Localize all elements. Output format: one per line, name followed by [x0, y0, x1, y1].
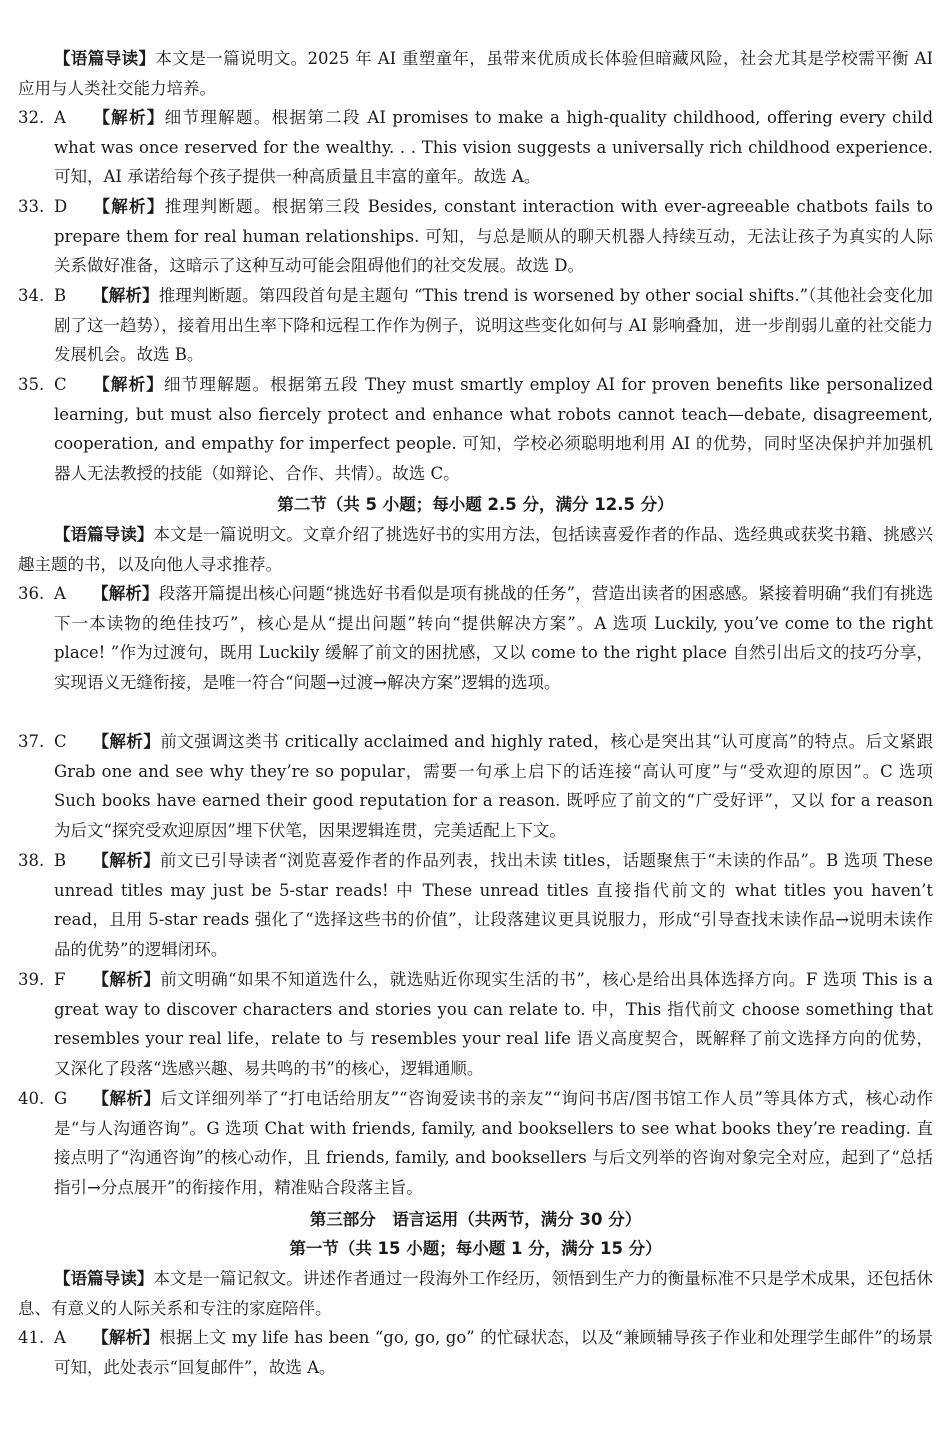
- analysis-tag: 【解析】: [92, 584, 159, 603]
- question-number: 33.: [18, 197, 45, 216]
- analysis-tag: 【解析】: [92, 375, 164, 394]
- analysis-tag: 【解析】: [92, 1328, 160, 1347]
- analysis-text: 段落开篇提出核心问题“挑选好书看似是项有挑战的任务”，营造出读者的困惑感。紧接着明确“我们有挑选下一本读物的绝佳技巧”，核心是从“提出问题”转向“提供解决方案”。A 选项 Luckily, you’ve come to the right place! ”作为过渡句，既用 Luckily 缓解了前文的困扰感，又以 come to the right place 自然引出后文的技巧分享，实现语义无缝衔接，是唯一符合“问题→过渡→解决方案”逻辑的选项。: [54, 584, 934, 692]
- answer-letter: A: [54, 108, 66, 127]
- answer-letter: C: [54, 375, 67, 394]
- analysis-text: 推理判断题。第四段首句是主题句 “This trend is worsened by other social shifts.”（其他社会变化加剧了这一趋势），接着用出生率下降和远程工作作为例子，说明这些变化如何与 AI 影响叠加，进一步削弱儿童的社交能力发展机会。故选 B。: [54, 286, 933, 365]
- answer-letter: B: [54, 851, 67, 870]
- analysis-tag: 【解析】: [92, 1089, 161, 1108]
- reading-guide-text: 本文是一篇说明文。文章介绍了挑选好书的实用方法，包括读喜爱作者的作品、选经典或获奖书籍、挑感兴趣主题的书，以及向他人寻求推荐。: [18, 525, 934, 574]
- section-2-heading: 第二节（共 5 小题；每小题 2.5 分，满分 12.5 分）: [277, 495, 674, 514]
- analysis-text: 前文已引导读者“浏览喜爱作者的作品列表，找出未读 titles，话题聚焦于“未读的作品”。B 选项 These unread titles may just be 5-star reads! 中 These unread titles 直接指代前文的 what titles you haven’t read，且用 5-star reads 强化了“选择这些书的价值”，让段落建议更具说服力，形成“引导查找未读作品→说明未读作品的优势”的逻辑闭环。: [54, 851, 934, 959]
- part-3-heading: 第三部分 语言运用（共两节，满分 30 分）: [309, 1210, 642, 1229]
- reading-guide-text: 本文是一篇说明文。2025 年 AI 重塑童年，虽带来优质成长体验但暗藏风险，社会尤其是学校需平衡 AI 应用与人类社交能力培养。: [18, 49, 933, 98]
- analysis-tag: 【解析】: [92, 970, 161, 989]
- question-37: [18, 727, 933, 845]
- question-number: 40.: [18, 1089, 45, 1108]
- analysis-tag: 【解析】: [92, 197, 165, 216]
- answer-letter: D: [54, 197, 68, 216]
- question-34: [18, 281, 933, 370]
- question-number: 38.: [18, 851, 45, 870]
- section-1-heading: 第一节（共 15 小题；每小题 1 分，满分 15 分）: [289, 1239, 662, 1258]
- question-number: 37.: [18, 732, 45, 751]
- answer-letter: G: [54, 1089, 68, 1108]
- question-41: [18, 1323, 933, 1382]
- reading-guide-label: 【语篇导读】: [54, 1269, 154, 1288]
- question-36: [18, 579, 933, 697]
- analysis-text: 细节理解题。根据第五段 They must smartly employ AI for proven benefits like personalized learning, but must also fiercely protect and enhance what robots cannot teach—debate, disagreement, cooperation, and empathy for imperfect people. 可知，学校必须聪明地利用 AI 的优势，同时坚决保护并加强机器人无法教授的技能（如辩论、合作、共情）。故选 C。: [54, 375, 934, 483]
- analysis-text: 前文强调这类书 critically acclaimed and highly rated，核心是突出其“认可度高”的特点。后文紧跟 Grab one and see why they’re so popular，需要一句承上启下的话连接“高认可度”与“受欢迎的原因”。C 选项 Such books have earned their good reputation for a reason. 既呼应了前文的“广受好评”，又以 for a reason 为后文“探究受欢迎原因”埋下伏笔，因果逻辑连贯，完美适配上下文。: [54, 732, 933, 840]
- question-number: 32.: [18, 108, 45, 127]
- question-33: [18, 192, 933, 281]
- analysis-tag: 【解析】: [92, 732, 161, 751]
- analysis-text: 后文详细列举了“打电话给朋友”“咨询爱读书的亲友”“询问书店/图书馆工作人员”等具体方式，核心动作是“与人沟通咨询”。G 选项 Chat with friends, family, and booksellers to see what books they’re reading. 直接点明了“沟通咨询”的核心动作，且 friends, family, and booksellers 与后文列举的咨询对象完全对应，起到了“总括指引→分点展开”的衔接作用，精准贴合段落主旨。: [54, 1089, 934, 1197]
- question-number: 39.: [18, 970, 45, 989]
- question-number: 35.: [18, 375, 45, 394]
- answer-letter: A: [54, 1328, 66, 1347]
- analysis-tag: 【解析】: [92, 286, 159, 305]
- answer-letter: C: [54, 732, 67, 751]
- reading-guide-2: [18, 520, 933, 579]
- analysis-text: 前文明确“如果不知道选什么，就选贴近你现实生活的书”，核心是给出具体选择方向。F 选项 This is a great way to discover characters and stories you can relate to. 中，This 指代前文 choose something that resembles your real life，relate to 与 resembles your real life 语义高度契合，既解释了前文选择方向的优势，又深化了段落“选感兴趣、易共鸣的书”的核心，逻辑通顺。: [54, 970, 933, 1078]
- analysis-text: 根据上文 my life has been “go, go, go” 的忙碌状态，以及“兼顾辅导孩子作业和处理学生邮件”的场景可知，此处表示“回复邮件”，故选 A。: [54, 1328, 933, 1377]
- answer-letter: B: [54, 286, 67, 305]
- reading-guide-label: 【语篇导读】: [54, 49, 156, 68]
- reading-guide-1: [18, 44, 933, 103]
- question-40: [18, 1084, 933, 1202]
- question-39: [18, 965, 933, 1083]
- analysis-text: 细节理解题。根据第二段 AI promises to make a high-quality childhood, offering every child what was once reserved for the wealthy. . . This vision suggests a universally rich childhood experience. 可知，AI 承诺给每个孩子提供一种高质量且丰富的童年。故选 A。: [54, 108, 934, 187]
- question-number: 34.: [18, 286, 45, 305]
- reading-guide-3: [18, 1264, 933, 1323]
- question-38: [18, 846, 933, 964]
- analysis-text: 推理判断题。根据第三段 Besides, constant interaction with ever-agreeable chatbots fails to prepare them for real human relationships. 可知，与总是顺从的聊天机器人持续互动，无法让孩子为真实的人际关系做好准备，这暗示了这种互动可能会阻碍他们的社交发展。故选 D。: [54, 197, 933, 276]
- answer-letter: A: [54, 584, 66, 603]
- question-number: 41.: [18, 1328, 45, 1347]
- question-number: 36.: [18, 584, 45, 603]
- question-32: [18, 103, 933, 192]
- analysis-tag: 【解析】: [92, 851, 161, 870]
- analysis-tag: 【解析】: [92, 108, 165, 127]
- answer-letter: F: [54, 970, 66, 989]
- question-35: [18, 370, 933, 488]
- reading-guide-label: 【语篇导读】: [54, 525, 154, 544]
- reading-guide-text: 本文是一篇记叙文。讲述作者通过一段海外工作经历，领悟到生产力的衡量标准不只是学术成果，还包括休息、有意义的人际关系和专注的家庭陪伴。: [18, 1269, 934, 1318]
